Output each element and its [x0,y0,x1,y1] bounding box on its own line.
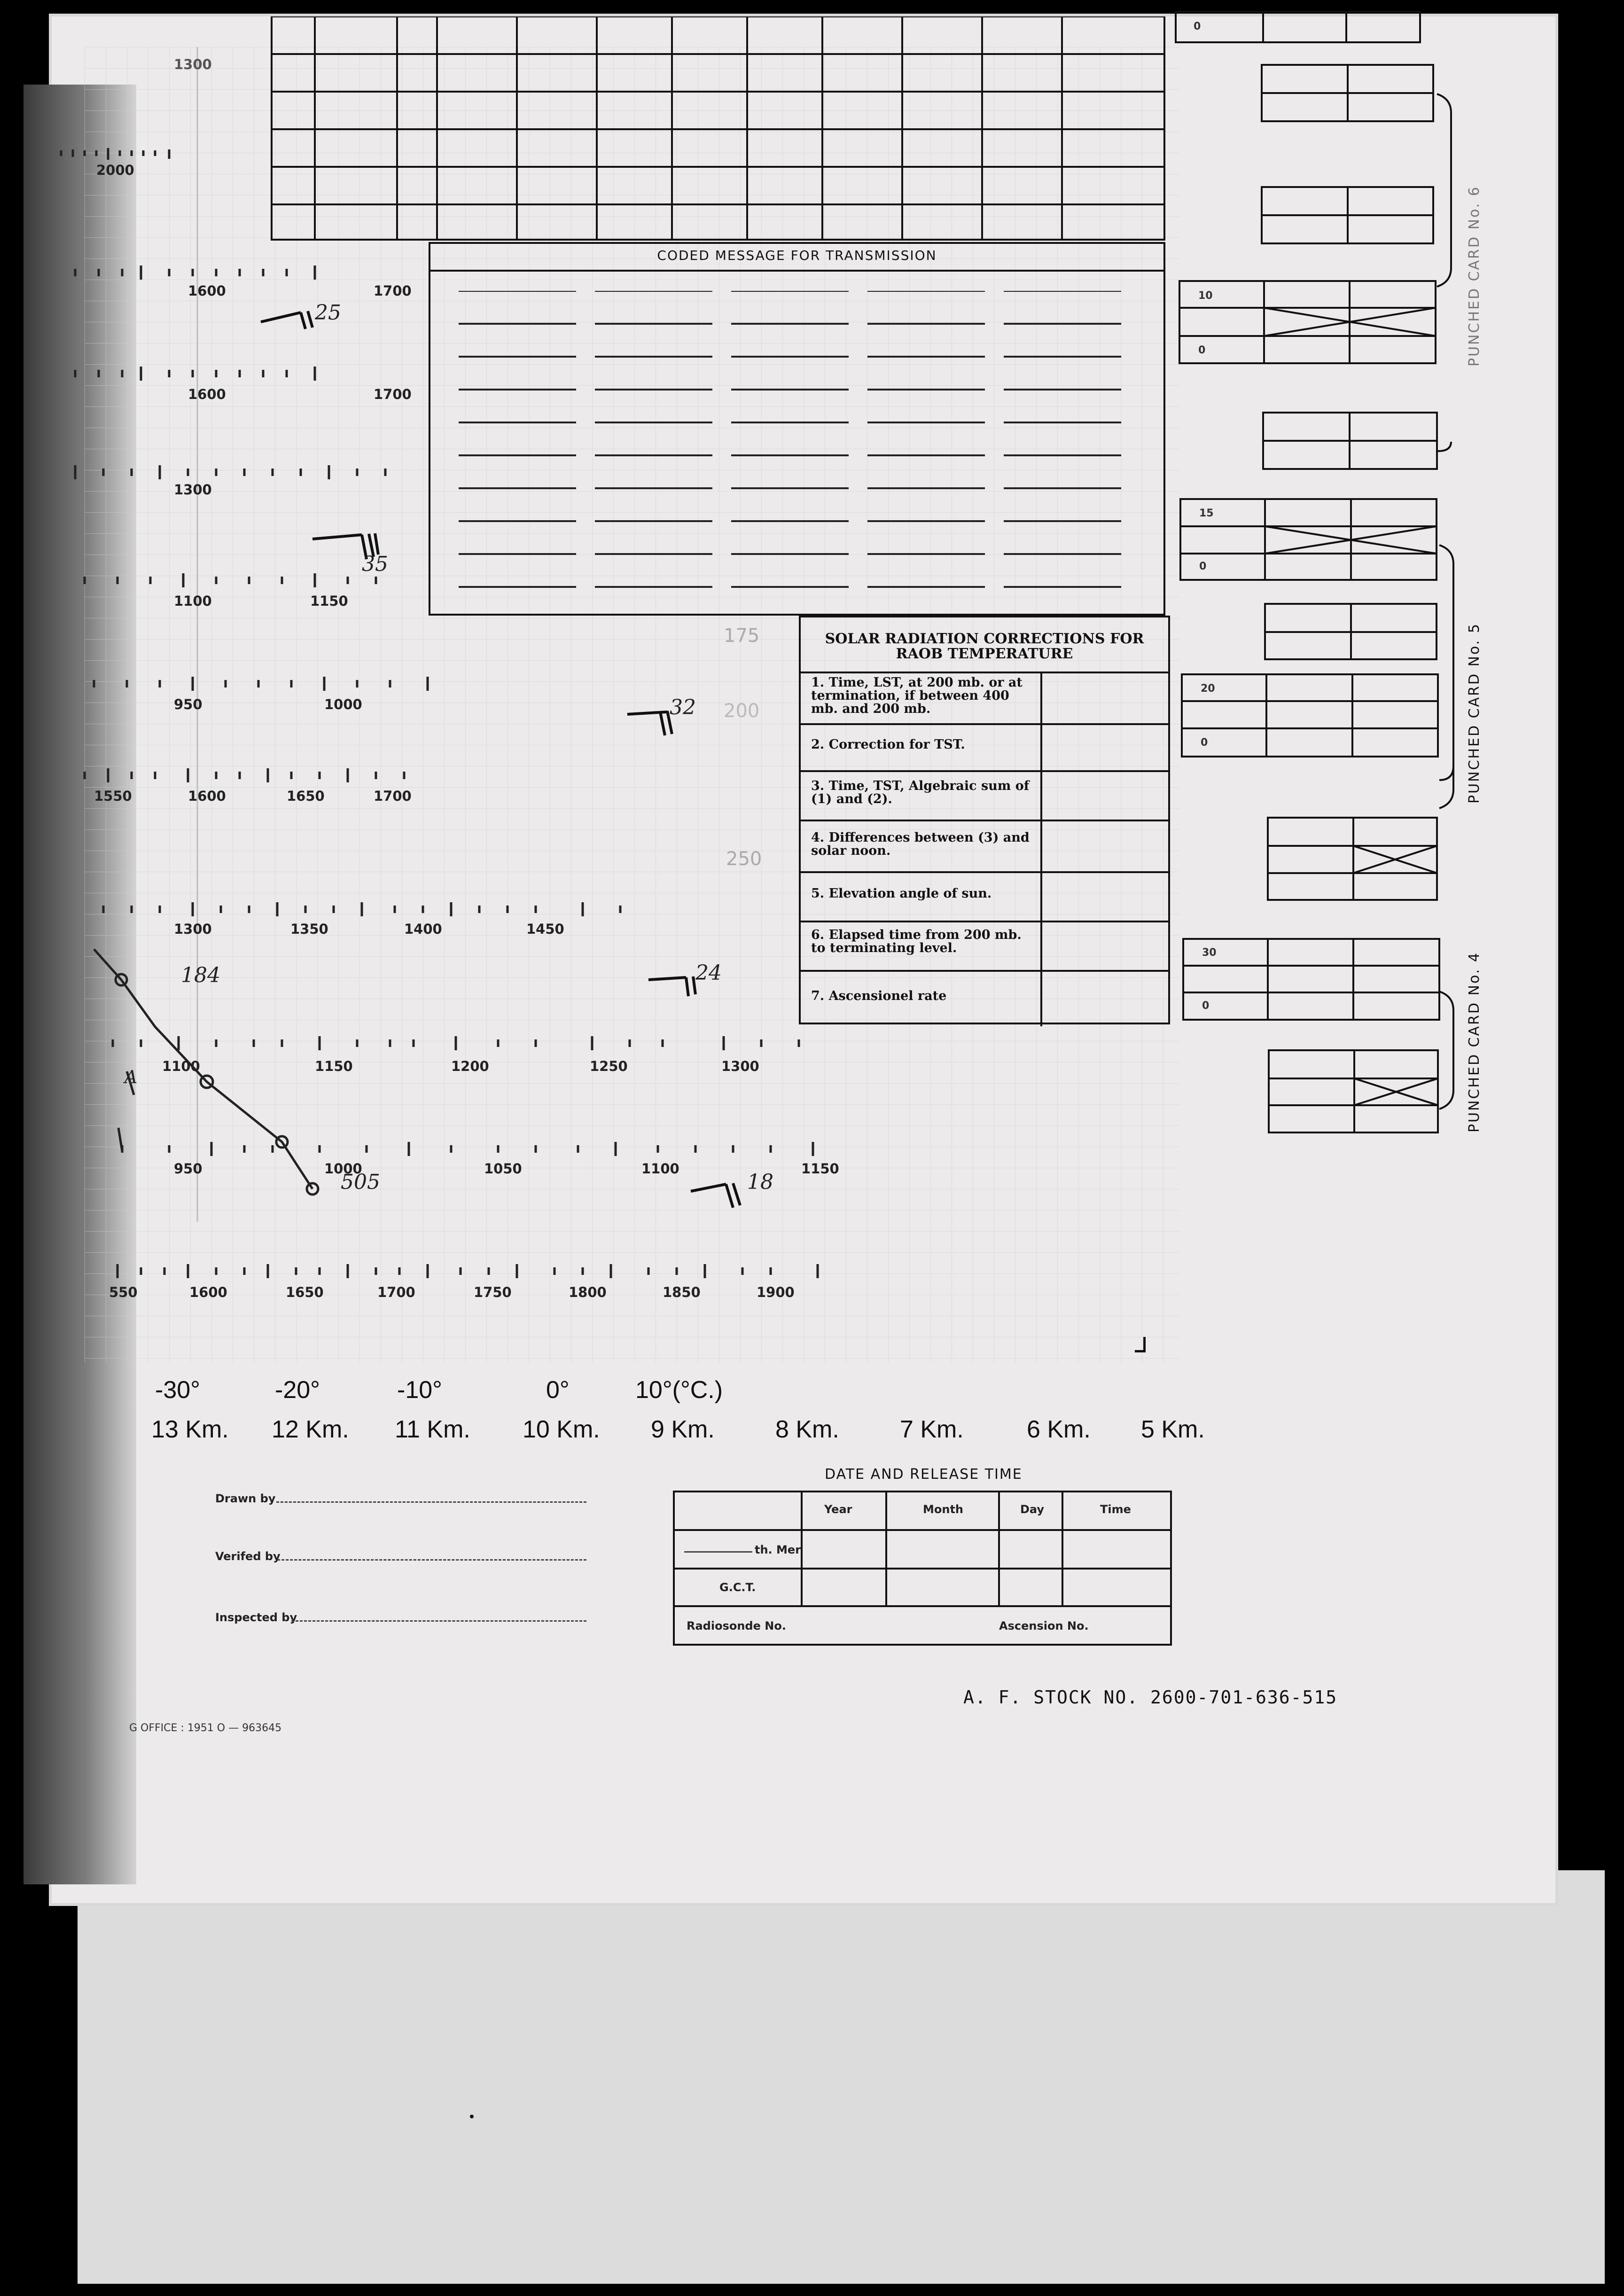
tick-label: 1700 [374,386,412,402]
solar-row-5: 5. Elevation angle of sun. [811,886,992,901]
card-value: 0 [1202,1000,1210,1012]
tick-label: 1600 [189,1284,227,1300]
release-col-year: Year [824,1503,852,1516]
tick-label: 950 [174,1161,203,1177]
tick-label: 1250 [590,1058,628,1074]
plot-label-184: 184 [181,963,220,987]
tick-label: 1450 [526,921,564,937]
card-value: 0 [1198,344,1206,356]
top-scale-label: 2000 [96,162,134,178]
tick-label: 1900 [757,1284,795,1300]
altitude-label: 8 Km. [775,1416,839,1443]
tick-label: 1650 [287,788,325,804]
release-col-divider [885,1492,887,1605]
card-value: 0 [1201,737,1208,749]
release-row-divider [675,1568,1170,1570]
plot-label-a: A [125,1067,138,1087]
faint-number: 175 [724,625,760,647]
altitude-label: 11 Km. [395,1416,470,1443]
tick-label: 1700 [374,283,412,299]
tick-label: 1300 [721,1058,759,1074]
radiosonde-label: Radiosonde No. [687,1619,786,1632]
release-row-meridian: th. Mer [755,1543,801,1556]
tick-label: 1100 [174,593,212,609]
release-col-month: Month [923,1503,964,1516]
inspected-by-field[interactable] [291,1620,586,1622]
temperature-label: -10° [397,1376,442,1404]
tick-label: 1050 [484,1161,522,1177]
wind-speed: 24 [695,961,722,985]
release-table [673,1491,1172,1646]
release-title: DATE AND RELEASE TIME [825,1466,1023,1483]
tick-label: 1600 [188,788,226,804]
tick-label: 950 [174,696,203,712]
coded-message-title: CODED MESSAGE FOR TRANSMISSION [657,248,937,263]
verified-by-field[interactable] [277,1559,586,1561]
wind-speed: 25 [315,301,341,325]
tick-label: 1150 [310,593,348,609]
temperature-label: 0° [546,1376,570,1404]
altitude-label: 6 Km. [1027,1416,1091,1443]
tick-label: 1150 [315,1058,353,1074]
tick-label: 1100 [162,1058,200,1074]
solar-row-7: 7. Ascensionel rate [811,989,947,1003]
tick-label: 1700 [377,1284,415,1300]
inspected-by-label: Inspected by [215,1611,297,1624]
tick-label: 1300 [174,482,212,498]
card-value: 30 [1202,947,1217,959]
card-value-first: 0 [1194,21,1201,32]
tick-label: 1150 [801,1161,839,1177]
release-col-time: Time [1100,1503,1131,1516]
tick-label: 1000 [324,1161,362,1177]
release-col-divider [801,1492,803,1605]
speck [470,2115,474,2118]
stock-number: A. F. STOCK NO. 2600-701-636-515 [963,1687,1338,1708]
release-col-divider [998,1492,1000,1605]
solar-title: SOLAR RADIATION CORRECTIONS FOR RAOB TEMPERATURE [825,631,1144,662]
altitude-label: 7 Km. [900,1416,964,1443]
altitude-label: 9 Km. [651,1416,715,1443]
punched-card-4-label: PUNCHED CARD No. 4 [1466,952,1483,1132]
tick-label: 1600 [188,386,226,402]
altitude-label: 12 Km. [272,1416,349,1443]
tick-label: 1100 [641,1161,679,1177]
temperature-label: 10°(°C.) [635,1376,723,1404]
wind-speed: 35 [362,552,388,576]
tick-label: 1400 [404,921,442,937]
card-value: 0 [1199,561,1207,572]
plot-label-505: 505 [341,1170,380,1194]
tick-label: 550 [109,1284,138,1300]
card-value: 20 [1201,683,1215,695]
faint-number: 200 [724,700,760,722]
top-scale-partial: 1300 [174,56,212,72]
punched-card-6-label: PUNCHED CARD No. 6 [1466,186,1483,367]
tick-label: 1300 [174,921,212,937]
meridian-field[interactable] [684,1551,752,1553]
punched-card-5-label: PUNCHED CARD No. 5 [1466,623,1483,804]
solar-row-3: 3. Time, TST, Algebraic sum of (1) and (2). [811,779,1030,806]
solar-row-1: 1. Time, LST, at 200 mb. or at termination, if between 400 mb. and 200 mb. [811,675,1023,716]
release-row-divider [675,1529,1170,1531]
faint-number: 250 [726,848,762,870]
solar-row-6: 6. Elapsed time from 200 mb. to terminating level. [811,928,1022,955]
wind-speed: 32 [670,695,696,719]
drawn-by-field[interactable] [276,1501,586,1503]
solar-row-2: 2. Correction for TST. [811,737,965,752]
temperature-label: -30° [155,1376,200,1404]
printing-office-note: G OFFICE : 1951 O — 963645 [129,1722,282,1734]
corner-mark [1135,1337,1146,1352]
altitude-label: 13 Km. [151,1416,229,1443]
release-row-gct: G.C.T. [719,1581,756,1594]
tick-label: 1850 [663,1284,701,1300]
release-row-divider [675,1605,1170,1607]
tick-label: 1750 [474,1284,512,1300]
release-col-day: Day [1020,1503,1045,1516]
tick-label: 1600 [188,283,226,299]
tick-label: 1550 [94,788,132,804]
wind-speed: 18 [747,1170,773,1194]
release-col-divider [1062,1492,1063,1605]
card-value: 15 [1199,508,1214,519]
tick-label: 1350 [290,921,328,937]
tick-label: 1700 [374,788,412,804]
altitude-label: 10 Km. [523,1416,600,1443]
drawn-by-label: Drawn by [215,1492,276,1505]
card-value: 10 [1198,290,1213,302]
tick-label: 1800 [569,1284,607,1300]
altitude-label: 5 Km. [1141,1416,1205,1443]
tick-label: 1200 [451,1058,489,1074]
solar-row-4: 4. Differences between (3) and solar noon. [811,830,1030,858]
temperature-label: -20° [275,1376,320,1404]
tick-label: 1650 [286,1284,324,1300]
ascension-label: Ascension No. [999,1619,1089,1632]
verified-by-label: Verifed by [215,1550,281,1563]
tick-label: 1000 [324,696,362,712]
